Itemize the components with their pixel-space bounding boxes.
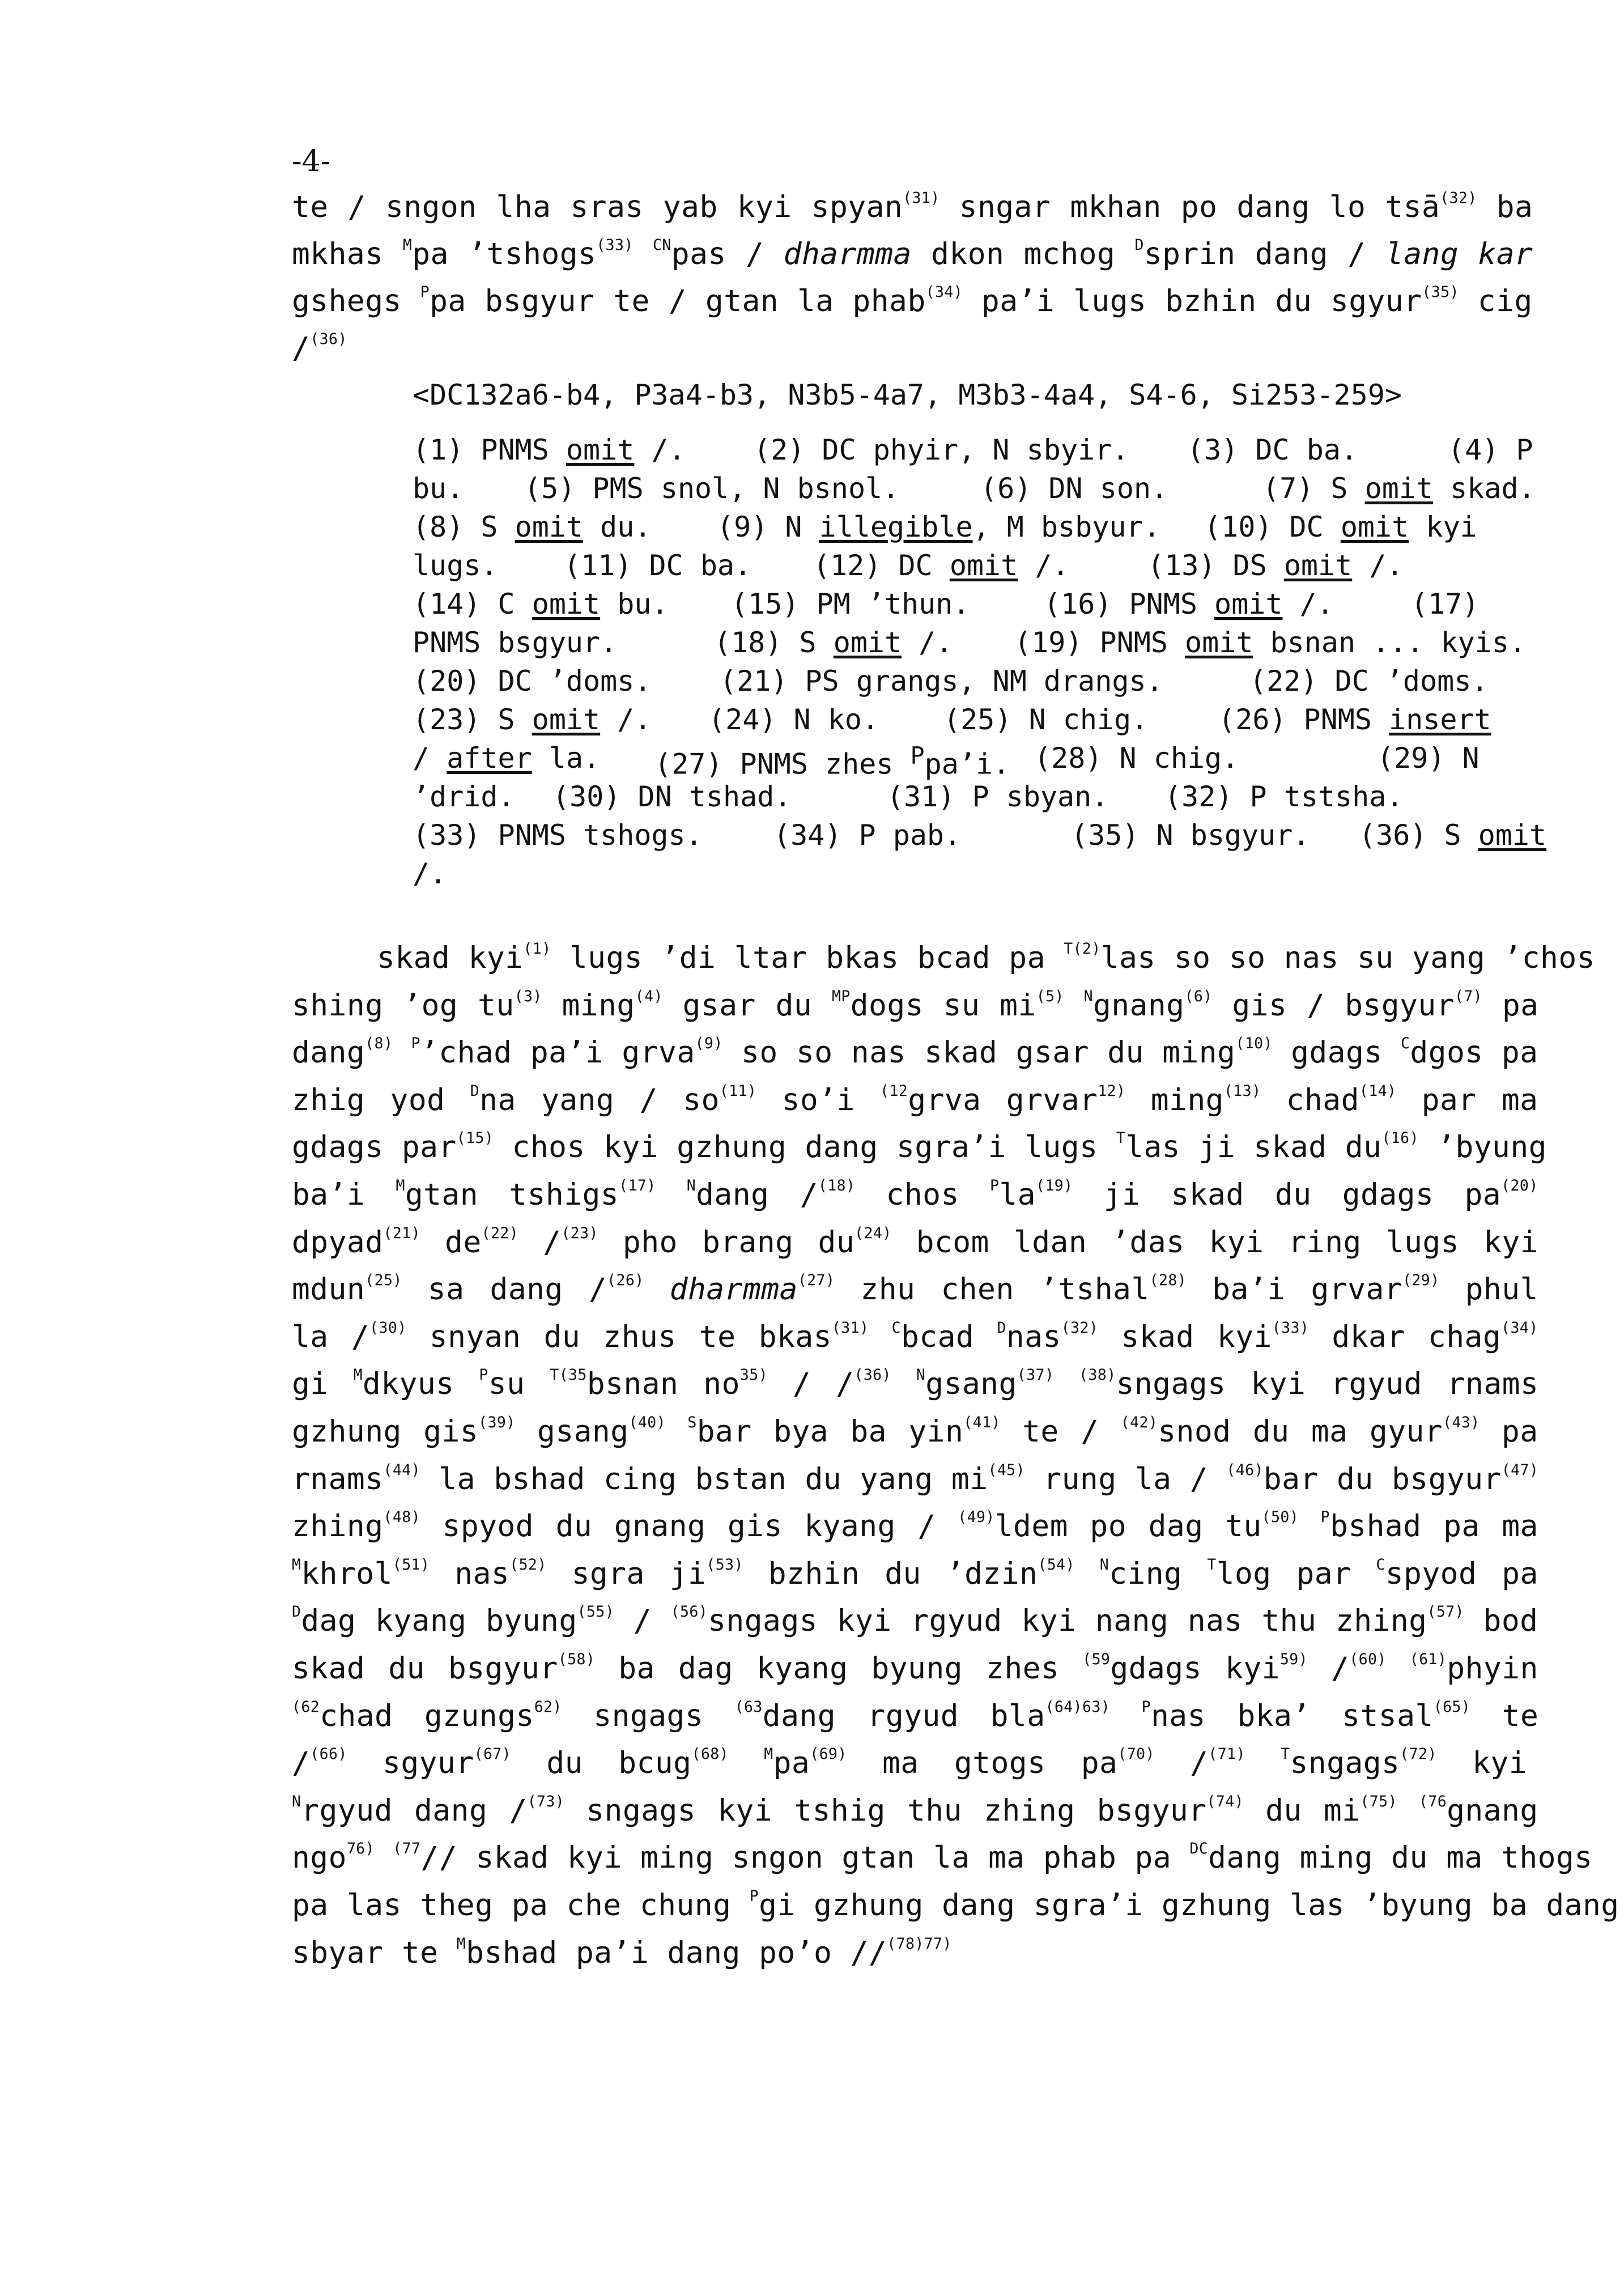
- main-text-line: rnams$^{(44)}$ la bshad cing bstan du yang $mi^{(45)}$ rung la / $^{(46)}$bar du bsgyur$^{(47)}$: [292, 1461, 1539, 1496]
- main-text-line: zhig yod $^D$na yang / $so^{(11)}$ so’i $^{(12}$grva grvar$^{12)}$ ming$^{(13)}$ chad$^{(14)}$ par ma: [292, 1082, 1538, 1117]
- footnote: (4) P: [1448, 433, 1533, 466]
- footnote: (28) N chig.: [1034, 742, 1239, 775]
- footnote: (1) PNMS omit /.: [413, 433, 686, 466]
- footnote: (20) DC ’doms.: [413, 665, 652, 698]
- main-text-line: skad kyi$^{(1)}$ lugs ’di ltar bkas bcad pa $^{T(2)}$las so so nas su yang ’chos: [377, 939, 1595, 975]
- footnote: (24) N ko.: [708, 703, 879, 736]
- footnote: (5) PMS snol, N bsnol.: [524, 472, 900, 505]
- footnote: (15) PM ’thun.: [731, 588, 970, 620]
- footnote: /.: [413, 857, 447, 890]
- main-text-line: la /$^{(30)}$ snyan du zhus te bkas$^{(31)}$ $^C$bcad $^D$nas$^{(32)}$ skad kyi$^{(33)}$ dkar chag$^{(34)}$: [292, 1319, 1538, 1354]
- main-text-line: dpyad$^{(21)}$ $de^{(22)}$ /$^{(23)}$ pho brang $du^{(24)}$ bcom ldan ’das kyi ring lugs kyi: [292, 1224, 1538, 1260]
- footnote: (36) S omit: [1359, 819, 1547, 852]
- footnote: (22) DC ’doms.: [1249, 665, 1489, 698]
- footnote: (7) S omit skad.: [1262, 472, 1536, 505]
- footnote: (25) N chig.: [943, 703, 1149, 736]
- footnote: (16) PNMS omit /.: [1044, 588, 1334, 620]
- footnote: (6) DN son.: [980, 472, 1168, 505]
- top-text-line: gshegs $^P$pa bsgyur te / gtan la phab$^{(34)}$ pa’i lugs bzhin du sgyur$^{(35)}$ cig: [292, 283, 1533, 318]
- footnote: (10) DC omit kyi: [1204, 511, 1477, 543]
- main-text-line: skad du bsgyur$^{(58)}$ ba dag kyang byung zhes $^{(59}$gdags kyi$^{59)}$ /$^{(60)}$ $^{(61)}$phyin: [292, 1650, 1538, 1686]
- footnote: lugs.: [413, 549, 498, 582]
- footnote: (30) DN tshad.: [552, 780, 792, 813]
- footnote: ’drid.: [413, 780, 515, 813]
- footnote: (33) PNMS tshogs.: [413, 819, 703, 852]
- main-text-line: $^M$khrol$^{(51)}$ nas$^{(52)}$ sgra $ji^{(53)}$ bzhin du ’dzin$^{(54)}$ $^N$cing $^T$log par $^C$spyod pa: [292, 1555, 1538, 1591]
- footnote: (34) P pab.: [773, 819, 962, 852]
- footnote: (19) PNMS omit bsnan ... kyis.: [1014, 626, 1527, 659]
- main-text-line: $^{(62}$chad gzungs$^{62)}$ sngags $^{(63}$dang rgyud bla$^{(64)63)}$ $^P$nas bka’ stsal$^{(65)}$ te: [292, 1698, 1539, 1733]
- footnote: (31) P sbyan.: [887, 780, 1109, 813]
- footnote: (13) DS omit /.: [1147, 549, 1404, 582]
- main-text-line: $^N$rgyud dang /$^{(73)}$ sngags kyi tshig thu zhing bsgyur$^{(74)}$ du $mi^{(75)}$ $^{(76}$gnang: [292, 1792, 1538, 1828]
- main-text-line: $^D$dag kyang byung$^{(55)}$ / $^{(56)}$sngags kyi rgyud kyi nang nas thu zhing$^{(57)}$ bod: [292, 1603, 1538, 1639]
- footnote: PNMS bsgyur.: [413, 626, 618, 659]
- footnote: (23) S omit /.: [413, 703, 652, 736]
- top-text-line: /$^{(36)}$: [292, 330, 347, 365]
- footnote: (3) DC ba.: [1187, 433, 1358, 466]
- footnote: (21) PS grangs, NM drangs.: [720, 665, 1163, 698]
- footnote: (27) PNMS zhes $^P$pa’i.: [654, 742, 1010, 781]
- footnote: (11) DC ba.: [564, 549, 752, 582]
- main-text-line: sbyar te $^M$bshad pa’i dang po’o //$^{(78)77)}$: [292, 1934, 952, 1970]
- main-text-line: zhing$^{(48)}$ spyod du gnang gis kyang / $^{(49)}$ldem po dag $tu^{(50)}$ $^P$bshad pa ma: [292, 1508, 1538, 1544]
- main-text-line: shing ’og $tu^{(3)}$ ming$^{(4)}$ gsar du $^{MP}$dogs su $mi^{(5)}$ $^N$gnang$^{(6)}$ gis / bsgyur$^{(7)}$ pa: [292, 987, 1539, 1023]
- main-text-line: gzhung gis$^{(39)}$ gsang$^{(40)}$ $^S$bar bya ba yin$^{(41)}$ te / $^{(42)}$snod du ma gyur$^{(43)}$ pa: [292, 1413, 1538, 1449]
- footnote: (12) DC omit /.: [813, 549, 1069, 582]
- footnote: bu.: [413, 472, 464, 505]
- footnote: (2) DC phyir, N sbyir.: [754, 433, 1129, 466]
- main-text-line: /$^{(66)}$ sgyur$^{(67)}$ du bcug$^{(68)}$ $^Mpa^{(69)}$ ma gtogs $pa^{(70)}$ /$^{(71)}$ $^T$sngags$^{(72)}$ kyi: [292, 1745, 1528, 1781]
- main-text-line: mdun$^{(25)}$ sa dang /$^{(26)}$ dharmma$^{(27)}$ zhu chen ’tshal$^{(28)}$ ba’i grvar$^{(29)}$ phul: [292, 1272, 1538, 1307]
- footnote: (18) S omit /.: [714, 626, 953, 659]
- manuscript-reference: <DC132a6-b4, P3a4-b3, N3b5-4a7, M3b3-4a4, S4-6, Si253-259>: [413, 379, 1402, 411]
- footnote: / after la.: [413, 742, 601, 775]
- footnote: (9) N illegible, M bsbyur.: [717, 511, 1160, 543]
- main-text-line: ngo$^{76)}$ $^{(77}$// skad kyi ming sngon gtan la ma phab pa $^{DC}$dang ming du ma thogs: [292, 1840, 1593, 1876]
- footnote: (8) S omit du.: [413, 511, 652, 543]
- footnote: (32) P tstsha.: [1164, 780, 1404, 813]
- main-text-line: gi $^M$dkyus $^P$su $^{T(35}$bsnan $no^{35)} / /^{(36)}$ $^N$gsang$^{(37)}$ $^{(38)}$sngags kyi rgyud rnams: [292, 1366, 1539, 1402]
- footnote: (35) N bsgyur.: [1071, 819, 1310, 852]
- top-text-line: te / sngon lha sras yab kyi spyan$^{(31)}$ sngar mkhan po dang lo tsā$^{(32)}$ ba: [292, 189, 1533, 224]
- main-text-line: ba’i $^M$gtan tshigs$^{(17)}$ $^N$dang /$^{(18)}$ chos $^Pla^{(19)}$ ji skad du gdags $pa^{(20)}$: [292, 1176, 1538, 1212]
- footnote: (29) N: [1377, 742, 1480, 775]
- top-text-line: mkhas $^M$pa ’tshogs$^{(33)}$ $^{CN}$pas / dharmma dkon mchog $^D$sprin dang / lang kar: [292, 236, 1533, 271]
- main-text-line: gdags par$^{(15)}$ chos kyi gzhung dang sgra’i lugs $^T$las ji skad $du^{(16)}$ ’byung: [292, 1129, 1547, 1165]
- footnote: (17): [1411, 588, 1480, 620]
- main-text-line: pa las theg pa che chung $^P$gi gzhung dang sgra’i gzhung las ’byung ba dang: [292, 1887, 1619, 1923]
- page-number: -4-: [292, 144, 331, 178]
- footnote: (26) PNMS insert: [1218, 703, 1491, 736]
- footnote: (14) C omit bu.: [413, 588, 669, 620]
- main-text-line: dang$^{(8)}$ $^P$’chad pa’i grva$^{(9)}$ so so nas skad gsar du ming$^{(10)}$ gdags $^C$dgos pa: [292, 1035, 1538, 1070]
